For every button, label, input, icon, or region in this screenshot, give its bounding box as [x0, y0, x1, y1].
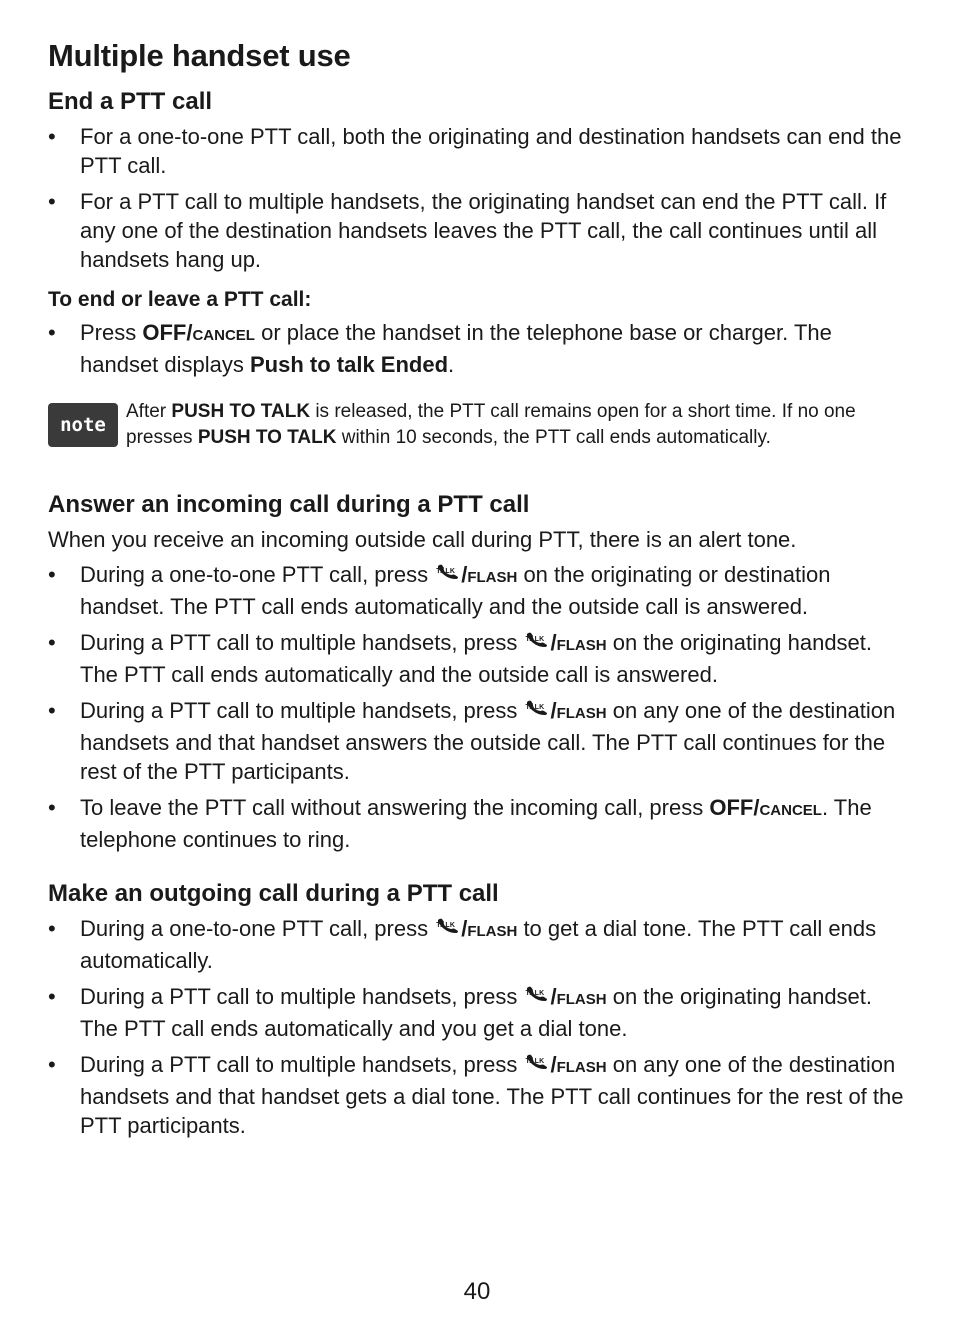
text: After	[126, 401, 172, 422]
text: To leave the PTT call without answering the incoming call, press	[80, 795, 710, 820]
display-message: Push to talk Ended	[250, 352, 449, 377]
talk-flash-key	[523, 630, 606, 655]
talk-flash-key	[434, 562, 517, 587]
flash-label: FLASH	[467, 569, 518, 586]
talk-phone-icon	[525, 985, 550, 1007]
talk-flash-key	[434, 916, 517, 941]
off-cancel-key	[709, 795, 822, 820]
push-to-talk-key: PUSH TO TALK	[171, 401, 311, 422]
talk-flash-key	[523, 698, 606, 723]
text: During a PTT call to multiple handsets, press	[80, 630, 524, 655]
outgoing-bullets	[48, 914, 910, 1140]
text: During a one-to-one PTT call, press	[80, 916, 435, 941]
text: on any one of the destination handsets and that handset answers the outside call. The PTT call continues for the rest of the PTT participants.	[80, 698, 896, 784]
note-icon: note	[48, 403, 118, 447]
flash-label: FLASH	[467, 923, 518, 940]
end-press-list	[48, 318, 910, 379]
page-number: 40	[463, 1278, 491, 1305]
key-slash: /	[550, 630, 557, 655]
text: on the originating handset. The PTT call ends automatically and the outside call is answered.	[80, 630, 873, 687]
key-label: CANCEL	[192, 327, 255, 344]
key-label: OFF/	[142, 320, 193, 345]
push-to-talk-key: PUSH TO TALK	[197, 427, 337, 448]
section-heading-outgoing: Make an outgoing call during a PTT call	[48, 880, 499, 907]
key-slash: /	[550, 984, 557, 1009]
note-text	[126, 399, 910, 451]
list-item: • For a one-to-one PTT call, both the originating and destination handsets can end the PTT call.	[48, 122, 910, 180]
list-item: • For a PTT call to multiple handsets, the originating handset can end the PTT call. If any one of the destination handsets leaves the PTT call, the call continues until all handsets hang up.	[48, 187, 910, 274]
key-label: CANCEL	[759, 802, 822, 819]
end-bullets	[48, 122, 910, 274]
flash-label: FLASH	[556, 1059, 607, 1076]
section-heading-answer: Answer an incoming call during a PTT call	[48, 491, 530, 518]
flash-label: FLASH	[556, 705, 607, 722]
answer-intro: When you receive an incoming outside call during PTT, there is an alert tone.	[48, 527, 797, 552]
talk-flash-key	[523, 1052, 606, 1077]
note-box	[48, 399, 910, 451]
text: During a PTT call to multiple handsets, press	[80, 698, 524, 723]
list-item	[48, 793, 910, 854]
text: within 10 seconds, the PTT call ends automatically.	[336, 427, 771, 448]
key-slash: /	[550, 698, 557, 723]
list-item	[48, 1050, 910, 1140]
key-slash: /	[461, 916, 468, 941]
text: to get a dial tone. The PTT call ends automatically.	[80, 916, 877, 973]
talk-phone-icon	[525, 1053, 550, 1075]
talk-phone-icon	[525, 699, 550, 721]
off-cancel-key	[142, 320, 255, 345]
talk-label: TALK	[436, 922, 456, 929]
text: on the originating or destination handset. The PTT call ends automatically and the outside call is answered.	[80, 562, 831, 619]
answer-section	[48, 491, 910, 854]
talk-label: TALK	[525, 704, 545, 711]
talk-label: TALK	[525, 636, 545, 643]
talk-label: TALK	[436, 568, 456, 575]
list-item	[48, 914, 910, 975]
text: on any one of the destination handsets and that handset gets a dial tone. The PTT call continues for the rest of the PTT participants.	[80, 1052, 904, 1138]
subheading-end-leave: To end or leave a PTT call:	[48, 288, 312, 311]
manual-page	[48, 38, 910, 1147]
end-ptt-section	[48, 88, 910, 379]
text: Press	[80, 320, 143, 345]
text: on the originating handset. The PTT call ends automatically and you get a dial tone.	[80, 984, 873, 1041]
key-label: OFF/	[709, 795, 760, 820]
answer-bullets	[48, 560, 910, 854]
text: During a PTT call to multiple handsets, press	[80, 984, 524, 1009]
key-slash: /	[550, 1052, 557, 1077]
flash-label: FLASH	[556, 637, 607, 654]
talk-phone-icon	[436, 917, 461, 939]
talk-label: TALK	[525, 990, 545, 997]
text: . The telephone continues to ring.	[80, 795, 872, 852]
talk-label: TALK	[525, 1058, 545, 1065]
text: is released, the PTT call remains open for a short time. If no one presses	[126, 401, 856, 448]
list-item	[48, 982, 910, 1043]
page-title: Multiple handset use	[48, 38, 351, 73]
talk-phone-icon	[436, 563, 461, 585]
outgoing-section	[48, 880, 910, 1140]
list-item	[48, 628, 910, 689]
text: During a one-to-one PTT call, press	[80, 562, 435, 587]
text: .	[448, 352, 455, 377]
list-item	[48, 696, 910, 786]
section-heading-end: End a PTT call	[48, 88, 213, 115]
flash-label: FLASH	[556, 991, 607, 1008]
talk-flash-key	[523, 984, 606, 1009]
key-slash: /	[461, 562, 468, 587]
list-item	[48, 560, 910, 621]
text: or place the handset in the telephone base or charger. The handset displays	[80, 320, 832, 377]
talk-phone-icon	[525, 631, 550, 653]
list-item	[48, 318, 910, 379]
text: During a PTT call to multiple handsets, press	[80, 1052, 524, 1077]
